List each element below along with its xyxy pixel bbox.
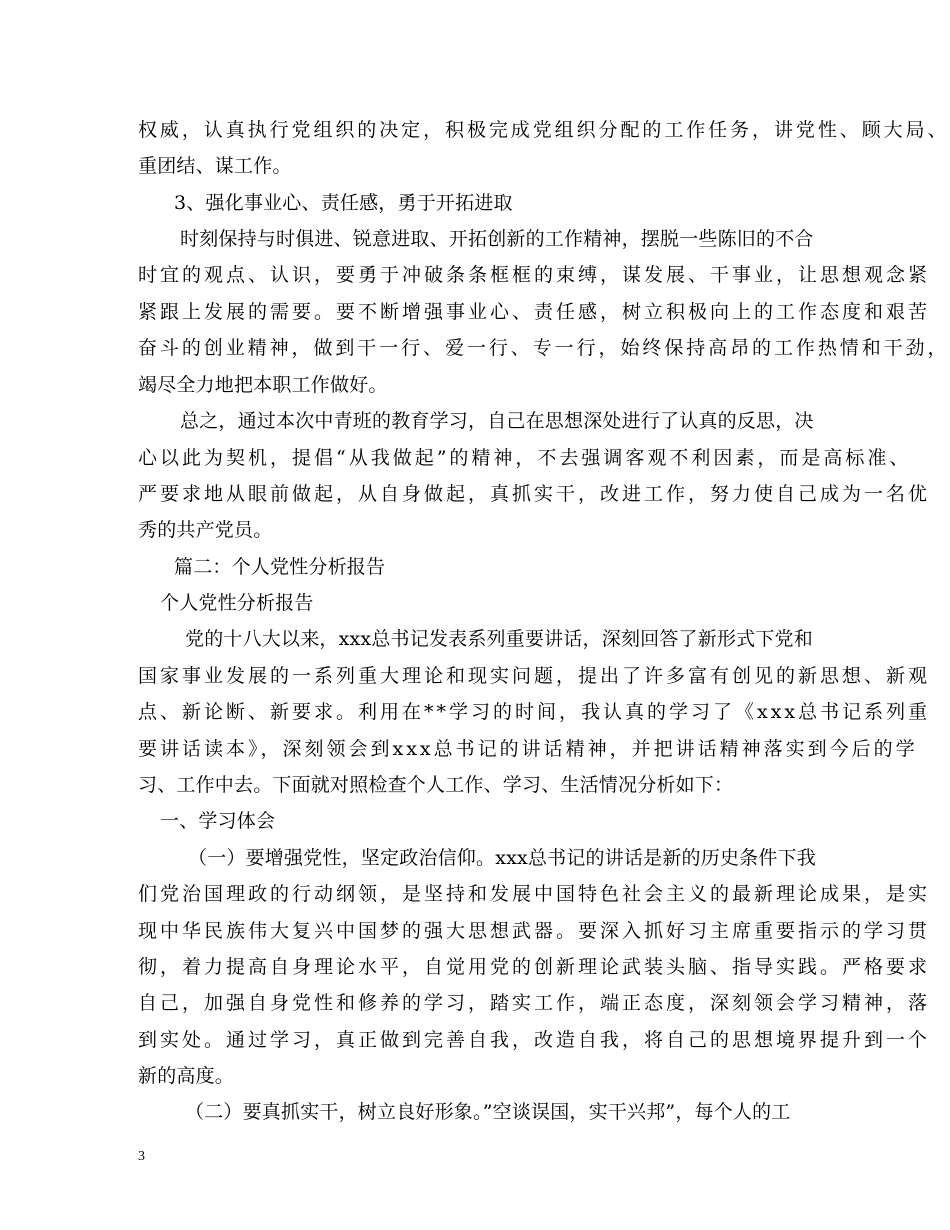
text-line: 心以此为契机，提倡“从我做起”的精神，不去强调客观不利因素，而是高标准、 [138,447,912,469]
text-line: 自己，加强自身党性和修养的学习，踏实工作，端正态度，深刻领会学习精神，落 [138,992,931,1014]
text-line: 党的十八大以来，xxx总书记发表系列重要讲话，深刻回答了新形式下党和 [185,628,813,650]
text-line: 总之，通过本次中青班的教育学习，自己在思想深处进行了认真的反思，决 [180,410,814,432]
text-line: 篇二：个人党性分析报告 [174,556,386,578]
text-line: 重团结、谋工作。 [138,155,292,177]
page-number: 3 [138,1149,145,1164]
text-line: 时宜的观点、认识，要勇于冲破条条框框的束缚，谋发展、干事业，让思想观念紧 [138,264,931,286]
text-line: 紧跟上发展的需要。要不断增强事业心、责任感，树立积极向上的工作态度和艰苦 [138,301,931,323]
text-line: 彻，着力提高自身理论水平，自觉用党的创新理论武装头脑、指导实践。严格要求 [138,956,931,978]
text-line: 时刻保持与时俱进、锐意进取、开拓创新的工作精神，摆脱一些陈旧的不合 [180,228,814,250]
text-line: 秀的共产党员。 [138,519,273,541]
text-line: 竭尽全力地把本职工作做好。 [138,374,388,396]
text-line: 点、新论断、新要求。利用在**学习的时间，我认真的学习了《xxx总书记系列重 [138,701,931,723]
text-line: 新的高度。 [138,1065,235,1087]
text-line: 们党治国理政的行动纲领，是坚持和发展中国特色社会主义的最新理论成果，是实 [138,883,931,905]
text-line: 到实处。通过学习，真正做到完善自我，改造自我，将自己的思想境界提升到一个 [138,1029,931,1051]
text-line: （二）要真抓实干，树立良好形象。”空谈误国，实干兴邦”，每个人的工 [185,1101,791,1123]
text-line: 要讲话读本》，深刻领会到xxx总书记的讲话精神，并把讲话精神落实到今后的学 [138,738,918,760]
text-line: 习、工作中去。下面就对照检查个人工作、学习、生活情况分析如下： [138,774,734,796]
text-line: 现中华民族伟大复兴中国梦的强大思想武器。要深入抓好习主席重要指示的学习贯 [138,920,931,942]
text-line: 个人党性分析报告 [160,592,314,614]
text-line: （一）要增强党性，坚定政治信仰。xxx总书记的讲话是新的历史条件下我 [188,847,816,869]
text-line: 权威，认真执行党组织的决定，积极完成党组织分配的工作任务，讲党性、顾大局、 [138,119,950,141]
text-line: 严要求地从眼前做起，从自身做起，真抓实干，改进工作，努力使自己成为一名优 [138,483,931,505]
text-line: 一、学习体会 [160,810,276,832]
text-line: 国家事业发展的一系列重大理论和现实问题，提出了许多富有创见的新思想、新观 [138,665,931,687]
text-line: 3、强化事业心、责任感，勇于开拓进取 [174,192,513,214]
text-line: 奋斗的创业精神，做到干一行、爱一行、专一行，始终保持高昂的工作热情和干劲， [138,337,950,359]
